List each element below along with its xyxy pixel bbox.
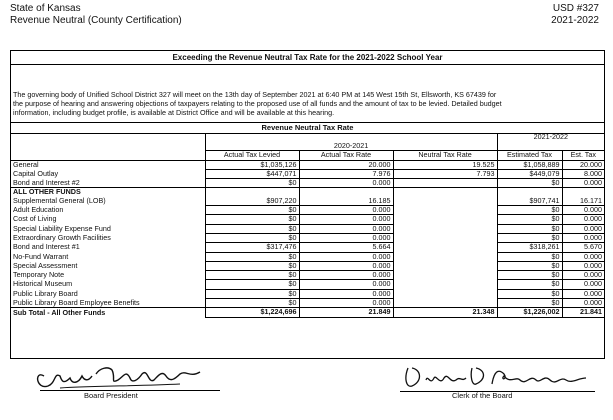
est-tax-rate: 0.000: [562, 289, 604, 298]
estimated-tax: $1,226,002: [497, 308, 562, 317]
actual-tax-levied: $0: [205, 206, 299, 215]
other-funds-heading: ALL OTHER FUNDS: [13, 187, 81, 197]
actual-tax-rate: 0.000: [299, 299, 393, 308]
actual-tax-rate: 0.000: [299, 252, 393, 261]
table-row: [11, 224, 604, 233]
actual-tax-levied: $0: [205, 299, 299, 308]
col-actual-levied: Actual Tax Levied: [205, 151, 299, 160]
fund-name: Capital Outlay: [13, 169, 59, 178]
neutral-tax-rate: [393, 252, 497, 261]
table-row: [11, 299, 604, 308]
table-row: [11, 233, 604, 242]
table-row: [11, 261, 604, 270]
fund-name: Bond and Interest #1: [13, 242, 80, 252]
actual-tax-rate: 0.000: [299, 224, 393, 233]
actual-tax-levied: $447,071: [205, 169, 299, 178]
actual-tax-levied: $0: [205, 252, 299, 261]
neutral-tax-rate: [393, 197, 497, 206]
clerk-label: Clerk of the Board: [452, 391, 513, 400]
notice-frame: [10, 50, 605, 359]
actual-tax-rate: 20.000: [299, 160, 393, 169]
table-row: [11, 271, 604, 280]
neutral-tax-rate: [393, 289, 497, 298]
year-next-label: 2021-2022: [497, 133, 604, 142]
neutral-tax-rate: 21.348: [393, 308, 497, 317]
neutral-tax-rate: [393, 224, 497, 233]
neutral-tax-rate: [393, 243, 497, 252]
actual-tax-levied: $907,220: [205, 197, 299, 206]
estimated-tax: $0: [497, 280, 562, 289]
estimated-tax: $0: [497, 215, 562, 224]
school-year: 2021-2022: [551, 15, 599, 26]
est-tax-rate: 0.000: [562, 215, 604, 224]
notice-line-3: information, including budget profile, is available at District Office and will be available at this hearing.: [13, 108, 335, 118]
est-tax-rate: 8.000: [562, 169, 604, 178]
neutral-tax-rate: 19.525: [393, 160, 497, 169]
fund-name: Extraordinary Growth Facilities: [13, 233, 111, 242]
actual-tax-rate: 21.849: [299, 308, 393, 317]
certification-subtitle: Revenue Neutral (County Certification): [10, 15, 182, 26]
header-left: [10, 3, 182, 27]
actual-tax-rate: 0.000: [299, 280, 393, 289]
estimated-tax: $0: [497, 179, 562, 188]
col-estimated-tax: Estimated Tax: [497, 151, 562, 160]
empty-cell: [205, 188, 299, 197]
estimated-tax: $907,741: [497, 197, 562, 206]
neutral-tax-rate: [393, 215, 497, 224]
tax-rate-table: [11, 133, 604, 318]
col-est-tax-rate: Est. Tax: [562, 151, 604, 160]
header-row-1: [11, 133, 604, 142]
est-tax-rate: 0.000: [562, 271, 604, 280]
actual-tax-levied: $0: [205, 224, 299, 233]
col-neutral-rate: Neutral Tax Rate: [393, 151, 497, 160]
header-row-2: [11, 142, 604, 151]
table-row: [11, 206, 604, 215]
fund-name: General: [13, 160, 39, 169]
actual-tax-rate: 5.664: [299, 243, 393, 252]
state-name: State of Kansas: [10, 3, 81, 14]
actual-tax-rate: 0.000: [299, 271, 393, 280]
actual-tax-levied: $0: [205, 179, 299, 188]
fund-name: No-Fund Warrant: [13, 252, 69, 261]
estimated-tax: $0: [497, 271, 562, 280]
fund-name: Bond and Interest #2: [11, 179, 205, 188]
estimated-tax: $318,261: [497, 243, 562, 252]
neutral-tax-rate: [393, 179, 497, 188]
empty-cell: [497, 188, 562, 197]
fund-name: Historical Museum: [13, 279, 73, 289]
actual-tax-rate: 0.000: [299, 233, 393, 242]
empty-cell: [299, 188, 393, 197]
actual-tax-rate: 16.185: [299, 197, 393, 206]
actual-tax-levied: $0: [205, 289, 299, 298]
estimated-tax: $0: [497, 224, 562, 233]
subtotal-row: [11, 308, 604, 317]
year-prev-label: 2020-2021: [205, 142, 497, 151]
est-tax-rate: 0.000: [562, 206, 604, 215]
actual-tax-rate: 0.000: [299, 289, 393, 298]
col-actual-rate: Actual Tax Rate: [299, 151, 393, 160]
neutral-tax-rate: 7.793: [393, 169, 497, 178]
est-tax-rate: 0.000: [562, 179, 604, 188]
table-row: [11, 243, 604, 252]
table-row: [11, 160, 604, 169]
empty-cell: [393, 188, 497, 197]
fund-name: Supplemental General (LOB): [13, 196, 106, 206]
fund-name: Sub Total - All Other Funds: [11, 308, 205, 317]
document-title: Exceeding the Revenue Neutral Tax Rate for the 2021-2022 School Year: [11, 51, 604, 65]
est-tax-rate: 0.000: [562, 233, 604, 242]
actual-tax-rate: 0.000: [299, 261, 393, 270]
notice-line-2: the purpose of hearing and answering objections of taxpayers relating to the proposed use of all funds and the amount of tax to be levied. Detailed budget: [13, 99, 502, 109]
est-tax-rate: 0.000: [562, 280, 604, 289]
fund-name: Cost of Living: [13, 214, 57, 224]
clerk-signature: [400, 364, 600, 394]
fund-name: Special Assessment: [13, 261, 78, 270]
table-row: [11, 280, 604, 289]
neutral-tax-rate: [393, 271, 497, 280]
table-row: [11, 169, 604, 178]
empty-cell: [562, 188, 604, 197]
est-tax-rate: 0.000: [562, 252, 604, 261]
est-tax-rate: 0.000: [562, 261, 604, 270]
actual-tax-levied: $317,476: [205, 243, 299, 252]
est-tax-rate: 0.000: [562, 224, 604, 233]
header-row-3: [11, 151, 604, 160]
actual-tax-levied: $0: [205, 280, 299, 289]
hearing-notice: [13, 90, 603, 118]
actual-tax-levied: $0: [205, 271, 299, 280]
neutral-tax-rate: [393, 233, 497, 242]
estimated-tax: $449,079: [497, 169, 562, 178]
estimated-tax: $0: [497, 252, 562, 261]
estimated-tax: $0: [497, 206, 562, 215]
table-row: [11, 252, 604, 261]
actual-tax-rate: 0.000: [299, 179, 393, 188]
table-title: Revenue Neutral Tax Rate: [11, 122, 604, 134]
neutral-tax-rate: [393, 280, 497, 289]
actual-tax-levied: $0: [205, 233, 299, 242]
fund-name: Adult Education: [13, 205, 64, 215]
estimated-tax: $0: [497, 261, 562, 270]
fund-name: Public Library Board Employee Benefits: [13, 298, 140, 307]
actual-tax-levied: $1,035,126: [205, 160, 299, 169]
actual-tax-rate: 7.976: [299, 169, 393, 178]
neutral-tax-rate: [393, 299, 497, 308]
est-tax-rate: 21.841: [562, 308, 604, 317]
header-right: [551, 3, 599, 27]
district-number: USD #327: [552, 3, 599, 14]
table-row: [11, 289, 604, 298]
neutral-tax-rate: [393, 206, 497, 215]
actual-tax-rate: 0.000: [299, 206, 393, 215]
table-row: [11, 215, 604, 224]
est-tax-rate: 0.000: [562, 299, 604, 308]
table-row: [11, 179, 604, 188]
estimated-tax: $0: [497, 289, 562, 298]
actual-tax-levied: $1,224,696: [205, 308, 299, 317]
president-label: Board President: [84, 391, 138, 400]
est-tax-rate: 16.171: [562, 197, 604, 206]
neutral-tax-rate: [393, 261, 497, 270]
fund-name: Public Library Board: [13, 289, 78, 298]
estimated-tax: $1,058,889: [497, 160, 562, 169]
other-funds-heading-row: [11, 188, 604, 197]
fund-name: Special Liability Expense Fund: [13, 224, 111, 233]
actual-tax-levied: $0: [205, 215, 299, 224]
actual-tax-rate: 0.000: [299, 215, 393, 224]
est-tax-rate: 5.670: [562, 243, 604, 252]
notice-line-1: The governing body of Unified School District 327 will meet on the 13th day of September 2021 at 6:40 PM at 145 West 15th St, Ellsworth, KS 67439 for: [13, 90, 497, 99]
actual-tax-levied: $0: [205, 261, 299, 270]
est-tax-rate: 20.000: [562, 160, 604, 169]
estimated-tax: $0: [497, 233, 562, 242]
fund-name: Temporary Note: [13, 270, 65, 280]
estimated-tax: $0: [497, 299, 562, 308]
table-row: [11, 197, 604, 206]
